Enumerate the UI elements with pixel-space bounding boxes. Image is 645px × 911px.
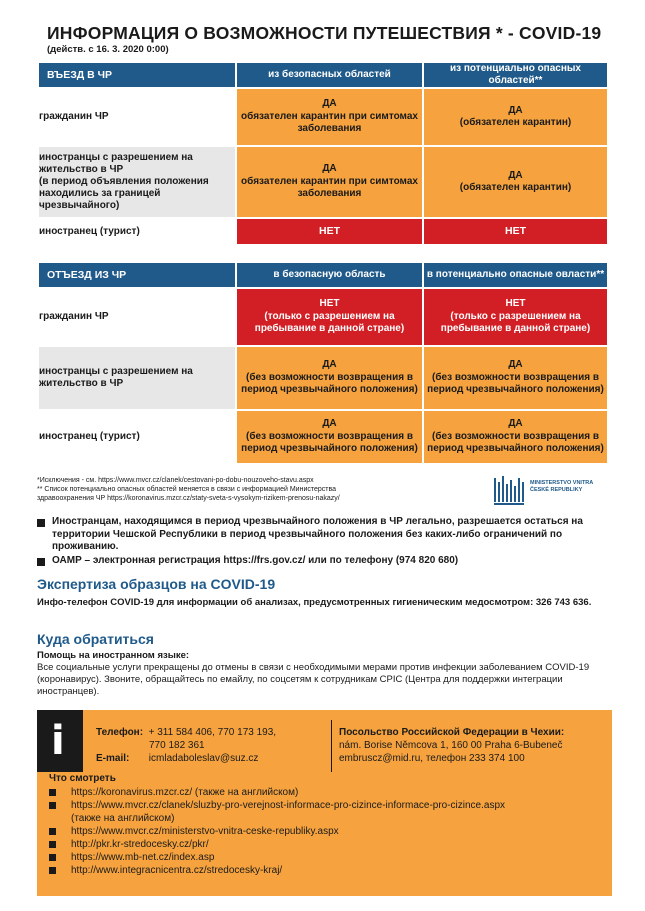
phone-numbers-2: 770 182 361 xyxy=(149,740,205,751)
entry-header-label: ВЪЕЗД В ЧР xyxy=(39,63,235,87)
footnote: здравоохранения ЧР https://koronavirus.mzcr.cz/staty-sveta-s-vysokym-rizikem-prenosu-nakazy/ xyxy=(37,495,340,502)
contact-box xyxy=(37,710,612,896)
exit-cell: НЕТ (только с разрешением на пребывание в данной стране) xyxy=(424,289,607,345)
embassy-contact: embruscz@mid.ru, телефон 233 374 100 xyxy=(339,753,525,764)
phone-numbers: + 311 584 406, 770 173 193, xyxy=(148,727,277,738)
exit-table xyxy=(37,261,609,465)
where-heading: Куда обратиться xyxy=(37,631,154,647)
links-list xyxy=(49,786,604,877)
phone-label: Телефон: xyxy=(96,727,144,738)
bullet-square-icon xyxy=(49,789,56,796)
link-item[interactable]: http://pkr.kr-stredocesky.cz/pkr/ xyxy=(71,839,209,850)
contact-divider xyxy=(331,720,332,772)
ministry-emblem-icon xyxy=(492,474,528,508)
bullet-square-icon xyxy=(49,867,56,874)
embassy-block xyxy=(339,726,564,765)
exit-cell: ДА (без возможности возвращения в период чрезвычайного положения) xyxy=(424,347,607,409)
bullet-item xyxy=(37,516,607,554)
footnote: ** Список потенциально опасных областей меняется в связи с информацией Министерства xyxy=(37,486,337,493)
ministry-logo xyxy=(492,474,612,510)
exit-cell: ДА (без возможности возвращения в период чрезвычайного положения) xyxy=(424,411,607,463)
footnotes xyxy=(37,476,340,503)
logo-line: MINISTERSTVO VNITRA xyxy=(530,480,594,486)
entry-table xyxy=(37,61,609,246)
entry-row-label: иностранец (турист) xyxy=(39,219,235,244)
exit-header-safe: в безопасную область xyxy=(237,263,422,287)
bullet-text: Иностранцам, находящимся в период чрезвычайного положения в ЧР легально, разрешается остаться на территории Чешской Республики в период чрезвычайного положения без каких-либо ограничений по проживанию. xyxy=(52,516,583,552)
entry-cell: НЕТ xyxy=(237,219,422,244)
bullet-square-icon xyxy=(49,828,56,835)
page-title: ИНФОРМАЦИЯ О ВОЗМОЖНОСТИ ПУТЕШЕСТВИЯ * - COVID-19 xyxy=(47,23,602,43)
info-icon: i xyxy=(37,710,83,772)
expertise-heading: Экспертиза образцов на COVID-19 xyxy=(37,576,276,592)
entry-row-label: иностранцы с разрешением на жительство в ЧР (в период объявления положения находились за границей чрезвычайного) xyxy=(39,147,235,217)
exit-cell: ДА (без возможности возвращения в период чрезвычайного положения) xyxy=(237,347,422,409)
bullet-square-icon xyxy=(49,802,56,809)
link-item[interactable]: https://www.mvcr.cz/ministerstvo-vnitra-ceske-republiky.aspx xyxy=(71,826,339,837)
entry-cell: ДА (обязателен карантин) xyxy=(424,147,607,217)
entry-header-risky: из потенциально опасных областей** xyxy=(424,63,607,87)
entry-cell: ДА (обязателен карантин) xyxy=(424,89,607,145)
footnote: *Исключения - см. https://www.mvcr.cz/clanek/cestovani-po-dobu-nouzoveho-stavu.aspx xyxy=(37,477,314,484)
email-link[interactable]: icmladaboleslav@suz.cz xyxy=(148,753,259,764)
link-item[interactable]: https://www.mvcr.cz/clanek/sluzby-pro-verejnost-informace-pro-cizince-informace-pro-cizince.aspx (также на английском) xyxy=(71,800,506,824)
expertise-text: Инфо-телефон COVID-19 для информации об анализах, предусмотренных гигиеническим медосмотром: 326 743 636. xyxy=(37,597,592,608)
where-text: Все социальные услуги прекращены до отмены в связи с необходимыми мерами против инфекции заболеванием COVID-19 (коронавирус). Звоните, обращайтесь по емайлу, по соцсетям к сотрудникам CPIC (Центра для поддержки интеграции иностранцев). xyxy=(37,662,590,697)
where-subheading: Помощь на иностранном языке: xyxy=(37,650,190,661)
exit-row-label: гражданин ЧР xyxy=(39,289,235,345)
exit-row-label: иностранцы с разрешением на жительство в ЧР xyxy=(39,347,235,409)
exit-header-risky: в потенциально опасные овласти** xyxy=(424,263,607,287)
exit-cell: ДА (без возможности возвращения в период чрезвычайного положения) xyxy=(237,411,422,463)
phone-block xyxy=(96,726,276,765)
bullet-text: ОАМР – электронная регистрация https://frs.gov.cz/ или по телефону (974 820 680) xyxy=(52,555,459,566)
exit-header-label: ОТЪЕЗД ИЗ ЧР xyxy=(39,263,235,287)
bullet-square-icon xyxy=(37,519,45,527)
embassy-title: Посольство Российской Федерации в Чехии: xyxy=(339,727,565,738)
bullet-square-icon xyxy=(49,854,56,861)
entry-cell: ДА обязателен карантин при симтомах заболевания xyxy=(237,89,422,145)
entry-cell: ДА обязателен карантин при симтомах заболевания xyxy=(237,147,422,217)
link-item[interactable]: http://www.integracnicentra.cz/stredocesky-kraj/ xyxy=(71,865,283,876)
bullet-square-icon xyxy=(49,841,56,848)
bullet-item xyxy=(37,555,607,568)
validity-date: (действ. с 16. 3. 2020 0:00) xyxy=(47,44,169,55)
entry-header-safe: из безопасных областей xyxy=(237,63,422,87)
entry-row-label: гражданин ЧР xyxy=(39,89,235,145)
email-label: E-mail: xyxy=(96,753,130,764)
logo-line: ČESKÉ REPUBLIKY xyxy=(530,487,583,493)
links-heading: Что смотреть xyxy=(49,773,116,784)
link-item[interactable]: https://www.mb-net.cz/index.asp xyxy=(71,852,215,863)
entry-cell: НЕТ xyxy=(424,219,607,244)
link-item[interactable]: https://koronavirus.mzcr.cz/ (также на английском) xyxy=(71,787,299,798)
exit-row-label: иностранец (турист) xyxy=(39,411,235,463)
bullet-square-icon xyxy=(37,558,45,566)
embassy-address: nám. Borise Němcova 1, 160 00 Praha 6-Bubeneč xyxy=(339,740,563,751)
exit-cell: НЕТ (только с разрешением на пребывание в данной стране) xyxy=(237,289,422,345)
